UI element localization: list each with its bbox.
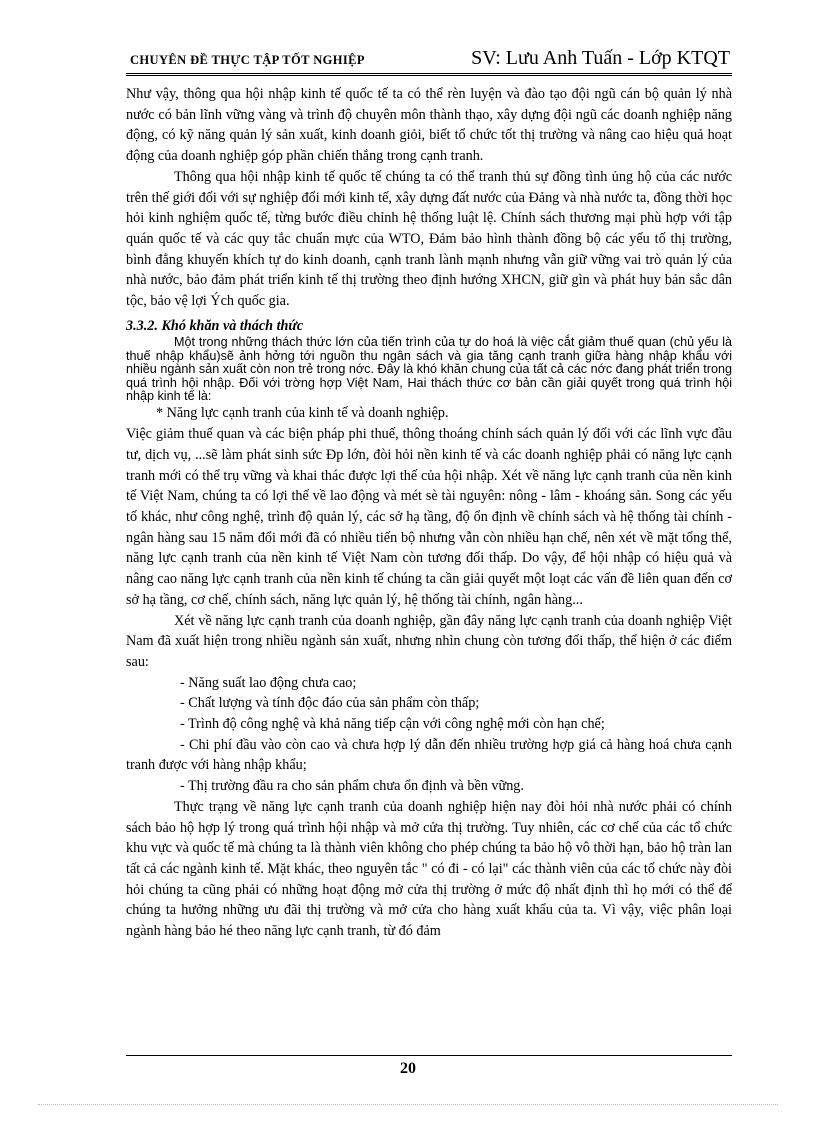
header-title: CHUYÊN ĐỀ THỰC TẬP TỐT NGHIỆP — [130, 53, 365, 67]
list-item: - Thị trường đầu ra cho sản phẩm chưa ổn định và bền vững. — [180, 778, 524, 795]
paragraph: Xét về năng lực cạnh tranh của doanh nghiệp, gần đây năng lực cạnh tranh của doanh nghiệp Việt Nam đã xuất hiện trong nhiều ngành sản xuất, nhưng nhìn chung còn tương đối thấp, thể hiện ở các điểm sau: — [126, 612, 732, 670]
list-item: - Năng suất lao động chưa cao; — [180, 674, 357, 691]
list-item: - Trình độ công nghệ và khả năng tiếp cận với công nghệ mới còn hạn chế; — [180, 716, 605, 733]
page-header — [126, 44, 732, 72]
paragraph: Thông qua hội nhập kinh tế quốc tế chúng ta có thể tranh thủ sự đồng tình ủng hộ của các nước trên thế giới đối với sự nghiệp đổi mới kinh tế, xây dựng đất nước của Đảng và nhà nước ta, đồng thời học hỏi kinh nghiệm quốc tế, từng bước điều chỉnh hệ thống luật lệ. Chính sách thương mại phù hợp với tập quán quốc tế và các quy tắc chuẩn mực của WTO, Đảm bảo hình thành đồng bộ các yếu tố thị trường, bình đẳng khuyến khích tự do kinh doanh, cạnh tranh lành mạnh nhưng vẫn giữ vững vai trò quản lý của nhà nước, bảo đảm phát triển kinh tế thị trường theo định hướng XHCN, giữ gìn và phát huy bản sắc dân tộc, bảo vệ lợi Ých quốc gia. — [126, 168, 732, 310]
list-item: - Chất lượng và tính độc đáo của sản phẩm còn thấp; — [180, 695, 480, 712]
paragraph: Một trong những thách thức lớn của tiến trình của tự do hoá là việc cắt giảm thuế quan (chủ yếu là thuế nhập khẩu)sẽ ảnh hởng tới nguồn thu ngân sách và gia tăng cạnh tranh giữa hàng nhập khẩu với nhiều ngành sản xuất còn non trẻ trong nớc. Đây là khó khăn chung của tất cả các nớc đang phát triển trong quá trình hội nhập. Đối với trờng hợp Việt Nam, Hai thách thức cơ bản cần giải quyết trong quá trình hội nhập kinh tế là: — [126, 335, 732, 404]
paragraph: Thực trạng về năng lực cạnh tranh của doanh nghiệp hiện nay đòi hỏi nhà nước phải có chính sách bảo hộ hợp lý trong quá trình hội nhập và mở cửa thị trường. Tuy nhiên, các cơ chế của các tổ chức khu vực và quốc tế mà chúng ta là thành viên không cho phép chúng ta bảo hộ vô thời hạn, bảo hộ tràn lan tất cả các ngành kinh tế. Mặt khác, theo nguyên tắc " có đi - có lại" các thành viên của các tổ chức này đòi hỏi chúng ta cũng phải có những hoạt động mở cửa thị trường ở mức độ nhất định thì họ mới có thể để chúng ta hưởng những ưu đãi thị trường và mở cửa cho hàng xuất khẩu của ta. Vì vậy, việc phân loại ngành hàng bảo hé theo năng lực cạnh tranh, từ đó đảm — [126, 798, 732, 940]
list-item: - Chi phí đầu vào còn cao và chưa hợp lý dẫn đến nhiều trường hợp giá cả hàng hoá chưa cạnh tranh được với hàng nhập khẩu; — [126, 736, 732, 774]
page-bottom-border — [38, 1104, 778, 1105]
section-heading: 3.3.2. Khó khăn và thách thức — [126, 317, 304, 334]
header-author: SV: Lưu Anh Tuấn - Lớp KTQT — [471, 47, 730, 69]
page-number: 20 — [400, 1060, 416, 1077]
document-body — [126, 84, 732, 942]
header-rule — [126, 73, 732, 76]
bullet-item: * Năng lực cạnh tranh của kinh tế và doanh nghiệp. — [156, 405, 449, 422]
footer-rule — [126, 1055, 732, 1056]
paragraph: Như vậy, thông qua hội nhập kinh tế quốc tế ta có thể rèn luyện và đào tạo đội ngũ cán bộ quản lý nhà nước có bản lĩnh vững vàng và trình độ chuyên môn thành thạo, xây dựng đội ngũ các doanh nghiệp năng động, có kỹ năng quản lý sản xuất, kinh doanh giỏi, biết tổ chức tốt thị trường và nâng cao hiệu quả hoạt động của doanh nghiệp góp phần chiến thắng trong cạnh tranh. — [126, 86, 732, 165]
paragraph: Việc giảm thuế quan và các biện pháp phi thuế, thông thoáng chính sách quản lý đối với các lĩnh vực đầu tư, dịch vụ, ...sẽ làm phát sinh sức Ðp lớn, đòi hỏi nền kinh tế và các doanh nghiệp phải có năng lực cạnh tranh mới có thể trụ vững và khai thác được lợi thế của hội nhập. Xét về năng lực cạnh tranh của nền kinh tế Việt Nam, chúng ta có lợi thế về lao động và mét sè tài nguyên: nông - lâm - khoáng sản. Song các yếu tố khác, như công nghệ, trình độ quản lý, các sở hạ tầng, độ ổn định về chính sách và hệ thống tài chính - ngân hàng sau 15 năm đổi mới đã có nhiều tiến bộ nhưng vẫn còn nhiều hạn chế, nên xét về mặt tổng thể, năng lực cạnh tranh của nền kinh tế Việt Nam còn tương đối thấp. Do vậy, để hội nhập có hiệu quả và nâng cao năng lực cạnh tranh của nền kinh tế chúng ta cần giải quyết một loạt các vấn đề liên quan đến cơ sở hạ tầng, cơ chế, chính sách, năng lực quản lý, hệ thống tài chính, ngân hàng... — [126, 426, 732, 608]
